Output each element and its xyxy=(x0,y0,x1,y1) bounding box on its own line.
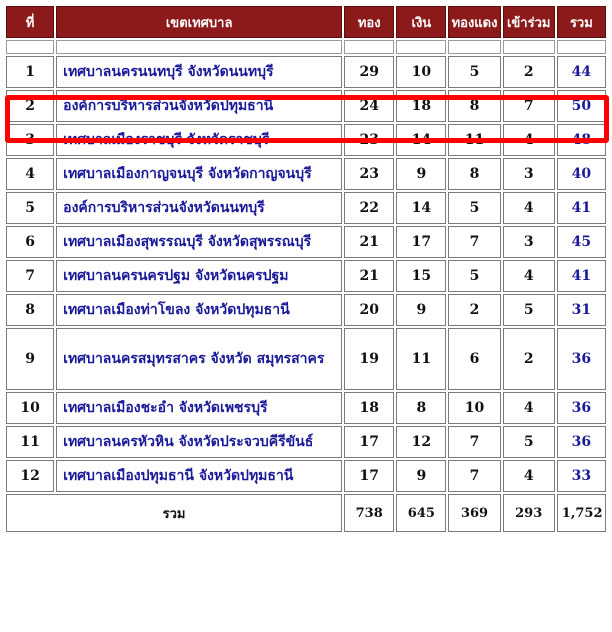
gold-cell: 24 xyxy=(344,90,394,122)
rank-cell: 7 xyxy=(6,260,54,292)
header-name: เขตเทศบาล xyxy=(56,6,342,38)
silver-cell: 15 xyxy=(396,260,446,292)
joined-cell: 4 xyxy=(503,124,555,156)
rank-cell: 1 xyxy=(6,56,54,88)
joined-cell: 7 xyxy=(503,90,555,122)
rank-cell: 6 xyxy=(6,226,54,258)
silver-cell: 9 xyxy=(396,158,446,190)
rank-cell: 5 xyxy=(6,192,54,224)
municipality-link[interactable]: องค์การบริหารส่วนจังหวัดปทุมธานี xyxy=(56,90,342,122)
header-no: ที่ xyxy=(6,6,54,38)
spacer-row xyxy=(6,40,606,54)
total-cell: 41 xyxy=(557,260,606,292)
gold-cell: 21 xyxy=(344,226,394,258)
gold-cell: 21 xyxy=(344,260,394,292)
gold-cell: 23 xyxy=(344,124,394,156)
bronze-cell: 8 xyxy=(448,158,500,190)
bronze-cell: 7 xyxy=(448,460,500,492)
joined-cell: 5 xyxy=(503,294,555,326)
bronze-cell: 5 xyxy=(448,56,500,88)
summary-total: 1,752 xyxy=(557,494,606,532)
summary-bronze: 369 xyxy=(448,494,500,532)
table-row xyxy=(6,260,606,292)
gold-cell: 22 xyxy=(344,192,394,224)
bronze-cell: 7 xyxy=(448,226,500,258)
silver-cell: 10 xyxy=(396,56,446,88)
total-cell: 45 xyxy=(557,226,606,258)
gold-cell: 17 xyxy=(344,426,394,458)
municipality-link[interactable]: เทศบาลนครหัวหิน จังหวัดประจวบคีรีขันธ์ xyxy=(56,426,342,458)
table-row xyxy=(6,226,606,258)
rank-cell: 9 xyxy=(6,328,54,390)
bronze-cell: 2 xyxy=(448,294,500,326)
total-cell: 41 xyxy=(557,192,606,224)
total-cell: 50 xyxy=(557,90,606,122)
total-cell: 36 xyxy=(557,392,606,424)
summary-row xyxy=(6,494,606,532)
total-cell: 36 xyxy=(557,426,606,458)
bronze-cell: 6 xyxy=(448,328,500,390)
municipality-link[interactable]: องค์การบริหารส่วนจังหวัดนนทบุรี xyxy=(56,192,342,224)
table-row xyxy=(6,426,606,458)
header-row xyxy=(6,6,606,38)
medal-table-frame xyxy=(4,4,608,630)
silver-cell: 12 xyxy=(396,426,446,458)
gold-cell: 23 xyxy=(344,158,394,190)
municipality-link[interactable]: เทศบาลเมืองสุพรรณบุรี จังหวัดสุพรรณบุรี xyxy=(56,226,342,258)
total-cell: 48 xyxy=(557,124,606,156)
bronze-cell: 10 xyxy=(448,392,500,424)
joined-cell: 3 xyxy=(503,226,555,258)
header-bronze: ทองแดง xyxy=(448,6,500,38)
silver-cell: 9 xyxy=(396,294,446,326)
table-row xyxy=(6,294,606,326)
total-cell: 33 xyxy=(557,460,606,492)
total-cell: 40 xyxy=(557,158,606,190)
header-joined: เข้าร่วม xyxy=(503,6,555,38)
rank-cell: 3 xyxy=(6,124,54,156)
municipality-link[interactable]: เทศบาลเมืองกาญจนบุรี จังหวัดกาญจนบุรี xyxy=(56,158,342,190)
municipality-link[interactable]: เทศบาลนครนนทบุรี จังหวัดนนทบุรี xyxy=(56,56,342,88)
silver-cell: 14 xyxy=(396,192,446,224)
table-row xyxy=(6,192,606,224)
joined-cell: 5 xyxy=(503,426,555,458)
table-row xyxy=(6,124,606,156)
gold-cell: 19 xyxy=(344,328,394,390)
rank-cell: 11 xyxy=(6,426,54,458)
silver-cell: 17 xyxy=(396,226,446,258)
municipality-link[interactable]: เทศบาลเมืองชะอำ จังหวัดเพชรบุรี xyxy=(56,392,342,424)
table-row xyxy=(6,392,606,424)
table-row xyxy=(6,328,606,390)
bronze-cell: 7 xyxy=(448,426,500,458)
municipality-link[interactable]: เทศบาลเมืองราชบุรี จังหวัดราชบุรี xyxy=(56,124,342,156)
joined-cell: 4 xyxy=(503,260,555,292)
table-row xyxy=(6,90,606,122)
joined-cell: 2 xyxy=(503,328,555,390)
total-cell: 44 xyxy=(557,56,606,88)
silver-cell: 14 xyxy=(396,124,446,156)
municipality-link[interactable]: เทศบาลนครสมุทรสาคร จังหวัด สมุทรสาคร xyxy=(56,328,342,390)
rank-cell: 10 xyxy=(6,392,54,424)
rank-cell: 8 xyxy=(6,294,54,326)
joined-cell: 3 xyxy=(503,158,555,190)
gold-cell: 29 xyxy=(344,56,394,88)
medal-table xyxy=(4,4,608,534)
silver-cell: 11 xyxy=(396,328,446,390)
silver-cell: 18 xyxy=(396,90,446,122)
rank-cell: 2 xyxy=(6,90,54,122)
bronze-cell: 8 xyxy=(448,90,500,122)
table-row xyxy=(6,158,606,190)
total-cell: 31 xyxy=(557,294,606,326)
bronze-cell: 5 xyxy=(448,260,500,292)
gold-cell: 20 xyxy=(344,294,394,326)
silver-cell: 9 xyxy=(396,460,446,492)
summary-silver: 645 xyxy=(396,494,446,532)
joined-cell: 4 xyxy=(503,392,555,424)
rank-cell: 12 xyxy=(6,460,54,492)
summary-joined: 293 xyxy=(503,494,555,532)
header-silver: เงิน xyxy=(396,6,446,38)
gold-cell: 18 xyxy=(344,392,394,424)
gold-cell: 17 xyxy=(344,460,394,492)
silver-cell: 8 xyxy=(396,392,446,424)
total-cell: 36 xyxy=(557,328,606,390)
municipality-link[interactable]: เทศบาลนครนครปฐม จังหวัดนครปฐม xyxy=(56,260,342,292)
header-total: รวม xyxy=(557,6,606,38)
bronze-cell: 5 xyxy=(448,192,500,224)
joined-cell: 2 xyxy=(503,56,555,88)
table-row xyxy=(6,460,606,492)
summary-label: รวม xyxy=(6,494,342,532)
bronze-cell: 11 xyxy=(448,124,500,156)
header-gold: ทอง xyxy=(344,6,394,38)
joined-cell: 4 xyxy=(503,460,555,492)
table-row xyxy=(6,56,606,88)
summary-gold: 738 xyxy=(344,494,394,532)
municipality-link[interactable]: เทศบาลเมืองท่าโขลง จังหวัดปทุมธานี xyxy=(56,294,342,326)
rank-cell: 4 xyxy=(6,158,54,190)
joined-cell: 4 xyxy=(503,192,555,224)
municipality-link[interactable]: เทศบาลเมืองปทุมธานี จังหวัดปทุมธานี xyxy=(56,460,342,492)
